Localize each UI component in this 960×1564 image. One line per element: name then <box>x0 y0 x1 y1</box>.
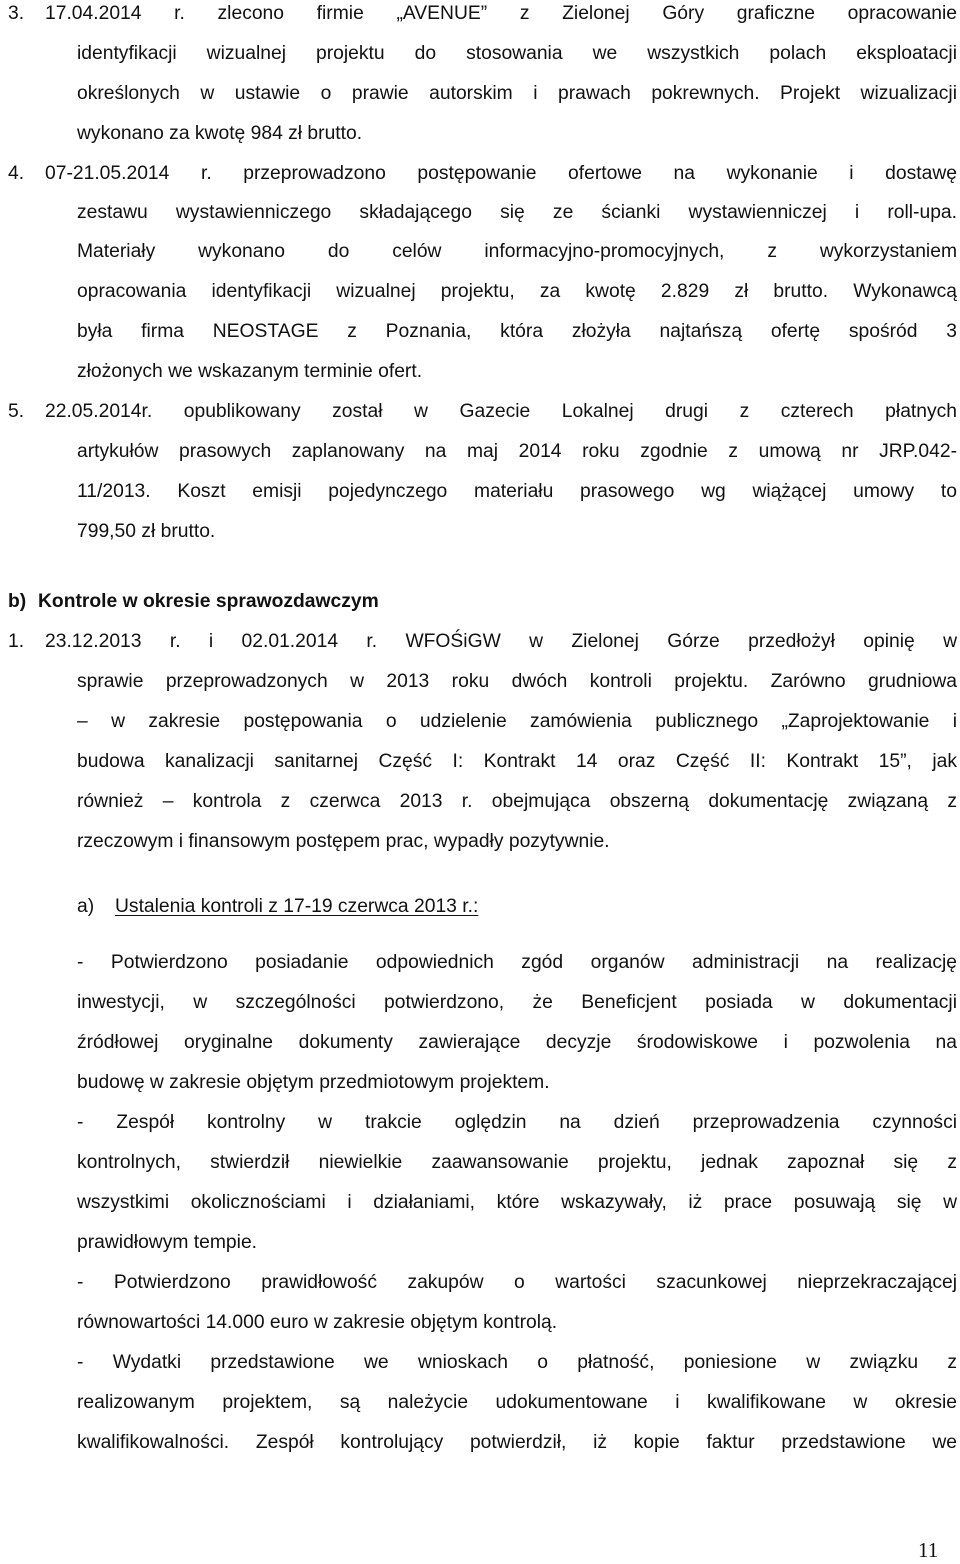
text-line: wszystkimi okolicznościami i działaniami, które wskazywały, iż prace posuwają się w <box>77 1192 957 1213</box>
text-line: 22.05.2014r. opublikowany został w Gazecie Lokalnej drugi z czterech płatnych <box>45 401 957 422</box>
text-line: określonych w ustawie o prawie autorskim i prawach pokrewnych. Projekt wizualizacji <box>77 83 957 104</box>
text-line: – w zakresie postępowania o udzielenie zamówienia publicznego „Zaprojektowanie i <box>77 711 957 732</box>
text-line: - Wydatki przedstawione we wnioskach o płatność, poniesione w związku z <box>77 1352 957 1373</box>
text-line: prawidłowym tempie. <box>77 1232 258 1253</box>
text-line: budowę w zakresie objętym przedmiotowym projektem. <box>77 1072 550 1093</box>
text-line: - Potwierdzono prawidłowość zakupów o wartości szacunkowej nieprzekraczającej <box>77 1272 957 1293</box>
page-number: 11 <box>918 1538 939 1562</box>
text-line: również – kontrola z czerwca 2013 r. obejmująca obszerną dokumentację związaną z <box>77 791 957 812</box>
text-line: źródłowej oryginalne dokumenty zawierające decyzje środowiskowe i pozwolenia na <box>77 1032 957 1053</box>
text-line: sprawie przeprowadzonych w 2013 roku dwóch kontroli projektu. Zarówno grudniowa <box>77 671 957 692</box>
text-line: kontrolnych, stwierdził niewielkie zaawansowanie projektu, jednak zapoznał się z <box>77 1152 957 1173</box>
text-line: - Potwierdzono posiadanie odpowiednich zgód organów administracji na realizację <box>77 952 957 973</box>
list-number: 4. <box>8 163 25 184</box>
text-line: wykonano za kwotę 984 zł brutto. <box>77 123 363 144</box>
text-line: 11/2013. Koszt emisji pojedynczego materiału prasowego wg wiążącej umowy to <box>77 481 957 502</box>
text-line: równowartości 14.000 euro w zakresie objętym kontrolą. <box>77 1312 558 1333</box>
text-line: Materiały wykonano do celów informacyjno-promocyjnych, z wykorzystaniem <box>77 241 957 262</box>
section-label: b) <box>8 591 27 612</box>
text-line: była firma NEOSTAGE z Poznania, która złożyła najtańszą ofertę spośród 3 <box>77 321 957 342</box>
subsection-heading: Ustalenia kontroli z 17-19 czerwca 2013 r.: <box>115 896 479 917</box>
list-number: 3. <box>8 3 25 24</box>
text-line: realizowanym projektem, są należycie udokumentowane i kwalifikowane w okresie <box>77 1392 957 1413</box>
text-line: rzeczowym i finansowym postępem prac, wypadły pozytywnie. <box>77 831 610 852</box>
text-line: - Zespół kontrolny w trakcie oględzin na dzień przeprowadzenia czynności <box>77 1112 957 1133</box>
text-line: zestawu wystawienniczego składającego się ze ścianki wystawienniczej i roll-upa. <box>77 202 957 223</box>
text-line: 799,50 zł brutto. <box>77 521 216 542</box>
section-heading: Kontrole w okresie sprawozdawczym <box>38 591 379 612</box>
subsection-label: a) <box>77 896 95 917</box>
text-line: 23.12.2013 r. i 02.01.2014 r. WFOŚiGW w Zielonej Górze przedłożył opinię w <box>45 631 957 652</box>
text-line: artykułów prasowych zaplanowany na maj 2014 roku zgodnie z umową nr JRP.042- <box>77 441 957 462</box>
text-line: złożonych we wskazanym terminie ofert. <box>77 361 423 382</box>
text-line: inwestycji, w szczególności potwierdzono, że Beneficjent posiada w dokumentacji <box>77 992 957 1013</box>
text-line: budowa kanalizacji sanitarnej Część I: Kontrakt 14 oraz Część II: Kontrakt 15”, jak <box>77 751 957 772</box>
text-line: opracowania identyfikacji wizualnej projektu, za kwotę 2.829 zł brutto. Wykonawcą <box>77 281 957 302</box>
text-line: 17.04.2014 r. zlecono firmie „AVENUE” z Zielonej Góry graficzne opracowanie <box>45 3 957 24</box>
list-number: 1. <box>8 631 25 652</box>
text-line: 07-21.05.2014 r. przeprowadzono postępowanie ofertowe na wykonanie i dostawę <box>45 163 957 184</box>
text-line: identyfikacji wizualnej projektu do stosowania we wszystkich polach eksploatacji <box>77 43 957 64</box>
list-number: 5. <box>8 401 25 422</box>
text-line: kwalifikowalności. Zespół kontrolujący potwierdził, iż kopie faktur przedstawione we <box>77 1432 957 1453</box>
